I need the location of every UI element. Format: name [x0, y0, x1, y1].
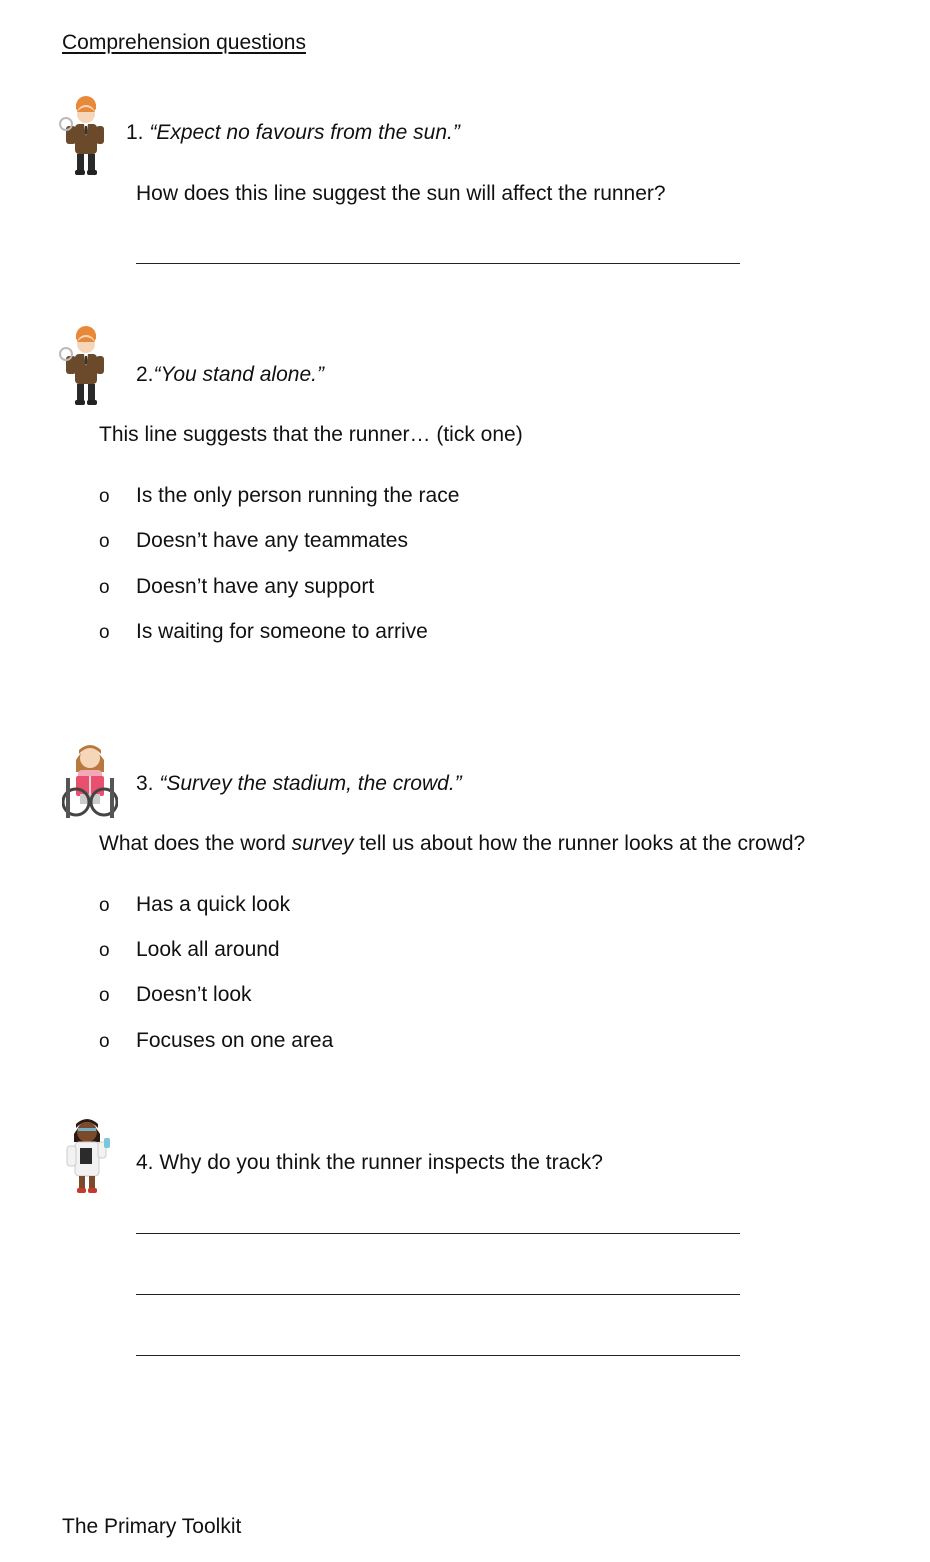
checkbox-circle-icon[interactable]: o: [99, 622, 110, 643]
question-4-title: [136, 1150, 603, 1176]
detective-boy-icon: [58, 322, 114, 408]
checkbox-circle-icon[interactable]: o: [99, 531, 110, 552]
checkbox-circle-icon[interactable]: o: [99, 985, 110, 1006]
question-3-quote: “Survey the stadium, the crowd.”: [159, 772, 462, 795]
question-1-title: [126, 120, 460, 146]
question-2-title: [136, 362, 324, 388]
option-label: Doesn’t look: [136, 983, 252, 1006]
question-2-quote: “You stand alone.”: [153, 363, 324, 386]
worksheet-heading: Comprehension questions: [62, 31, 306, 54]
footer-brand: The Primary Toolkit: [62, 1515, 242, 1538]
answer-line[interactable]: [136, 1294, 740, 1295]
question-3-prompt-after: tell us about how the runner looks at the crowd?: [353, 832, 806, 855]
option-label: Doesn’t have any support: [136, 575, 375, 598]
question-1-prompt: How does this line suggest the sun will affect the runner?: [136, 182, 666, 205]
answer-line[interactable]: [136, 263, 740, 264]
option-item[interactable]: [99, 619, 428, 646]
option-label: Has a quick look: [136, 893, 291, 916]
option-label: Doesn’t have any teammates: [136, 529, 408, 552]
question-4-text: Why do you think the runner inspects the track?: [159, 1151, 603, 1174]
option-item[interactable]: [99, 574, 375, 601]
checkbox-circle-icon[interactable]: o: [99, 486, 110, 507]
option-label: Look all around: [136, 938, 280, 961]
option-item[interactable]: [99, 528, 408, 555]
option-item[interactable]: [99, 937, 280, 964]
answer-line[interactable]: [136, 1355, 740, 1356]
question-2-prompt: This line suggests that the runner… (tick one): [99, 423, 523, 446]
question-1-quote: “Expect no favours from the sun.”: [149, 121, 460, 144]
checkbox-circle-icon[interactable]: o: [99, 577, 110, 598]
option-item[interactable]: [99, 982, 252, 1009]
option-item[interactable]: [99, 483, 460, 510]
question-4-number: 4.: [136, 1151, 154, 1174]
checkbox-circle-icon[interactable]: o: [99, 1031, 110, 1052]
checkbox-circle-icon[interactable]: o: [99, 895, 110, 916]
option-item[interactable]: [99, 1028, 334, 1055]
option-label: Focuses on one area: [136, 1029, 334, 1052]
option-label: Is waiting for someone to arrive: [136, 620, 428, 643]
option-label: Is the only person running the race: [136, 484, 460, 507]
answer-line[interactable]: [136, 1233, 740, 1234]
reading-wheelchair-girl-icon: [62, 738, 118, 824]
question-3-number: 3.: [136, 772, 154, 795]
question-1-number: 1.: [126, 121, 144, 144]
detective-boy-icon: [58, 92, 114, 178]
question-3-prompt-emphasis: survey: [291, 832, 354, 855]
question-3-title: [136, 771, 462, 797]
checkbox-circle-icon[interactable]: o: [99, 940, 110, 961]
question-3-prompt-before: What does the word: [99, 832, 292, 855]
option-item[interactable]: [99, 892, 291, 919]
scientist-girl-icon: [60, 1112, 116, 1198]
question-2-number: 2.: [136, 363, 154, 386]
question-3-prompt: [99, 831, 805, 857]
